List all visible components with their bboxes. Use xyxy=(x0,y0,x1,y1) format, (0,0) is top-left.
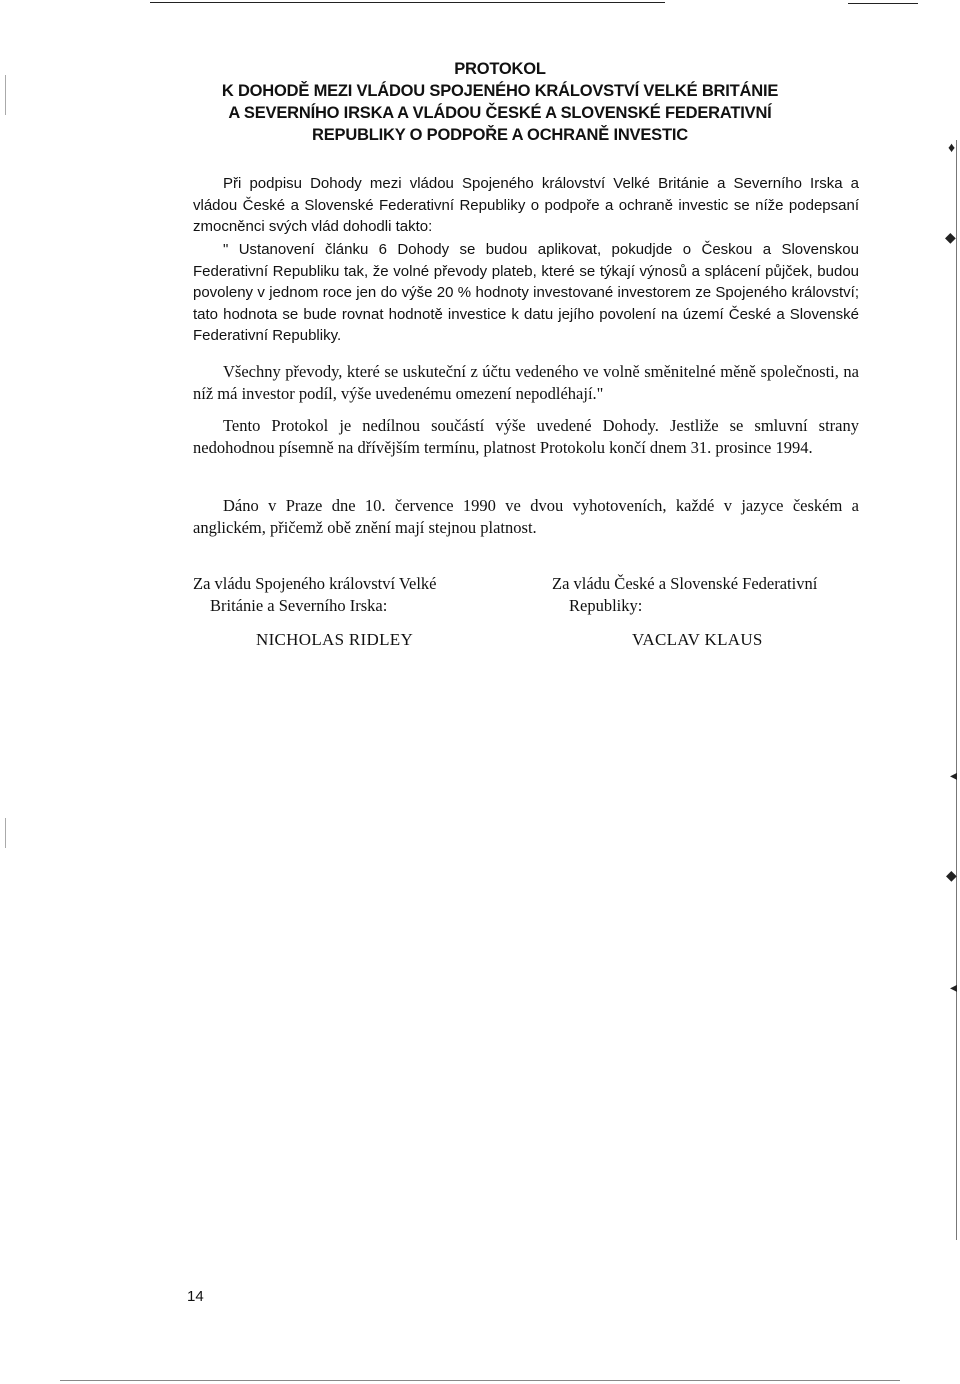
scan-mark: ◆ xyxy=(946,869,957,884)
scan-mark: ◂ xyxy=(950,981,958,996)
intro-paragraph: Při podpisu Dohody mezi vládou Spojeného království Velké Británie a Severního Irska a vládou České a Slovenské Federativní Republiky o podpoře a ochraně investic se níže podepsaní zmocněnci svých vlád dohodli takto: xyxy=(193,175,859,235)
done-paragraph: Dáno v Praze dne 10. července 1990 ve dvou vyhotoveních, každé v jazyce českém a anglickém, přičemž obě znění mají stejnou platnost. xyxy=(193,496,859,537)
signatory-name-left: NICHOLAS RIDLEY xyxy=(256,630,414,649)
scan-left-edge xyxy=(5,75,6,115)
scan-top-rule xyxy=(150,2,665,3)
document-title xyxy=(160,58,840,146)
signature-line: Za vládu České a Slovenské Federativní xyxy=(552,574,818,593)
title-line: PROTOKOL xyxy=(454,60,546,78)
title-line: REPUBLIKY O PODPOŘE A OCHRANĚ INVESTIC xyxy=(312,126,688,144)
signature-block-left xyxy=(193,573,513,616)
signature-block-right xyxy=(552,573,872,616)
scan-bottom-rule xyxy=(60,1380,900,1381)
scan-left-edge xyxy=(5,818,6,848)
protocol-paragraph: Tento Protokol je nedílnou součástí výše uvedené Dohody. Jestliže se smluvní strany nedohodnou písemně na dřívějším termínu, platnost Protokolu končí dnem 31. prosince 1994. xyxy=(193,416,859,457)
scan-top-rule-right xyxy=(848,3,918,4)
signature-line: Republiky: xyxy=(569,595,643,615)
transfers-paragraph: Všechny převody, které se uskuteční z účtu vedeného ve volně směnitelné měně společnosti, na níž má investor podíl, výše uvedenému omezení nepodléhají." xyxy=(193,362,859,403)
page-number: 14 xyxy=(187,1288,204,1305)
title-line: K DOHODĚ MEZI VLÁDOU SPOJENÉHO KRÁLOVSTVÍ VELKÉ BRITÁNIE xyxy=(221,82,779,100)
signatory-name-right: VACLAV KLAUS xyxy=(632,630,763,649)
quote-paragraph: " Ustanovení článku 6 Dohody se budou aplikovat, pokudjde o Českou a Slovenskou Federativní Republiku tak, že volné převody plateb, které se týkají výnosů a splácení půjček, budou povoleny v jednom roce jen do výše 20 % hodnoty investované investorem ze Spojeného království; tato hodnota se bude rovnat hodnotě investice k datu jejího povolení na území České a Slovenské Federativní Republiky. xyxy=(193,241,859,344)
scan-mark: ♦ xyxy=(948,141,956,156)
signature-line: Za vládu Spojeného království Velké xyxy=(193,574,437,593)
scan-right-edge xyxy=(956,140,957,1240)
scan-mark: ◆ xyxy=(945,231,956,246)
signature-line: Británie a Severního Irska: xyxy=(210,595,388,615)
title-line: A SEVERNÍHO IRSKA A VLÁDOU ČESKÉ A SLOVENSKÉ FEDERATIVNÍ xyxy=(228,104,772,122)
scan-mark: ◂ xyxy=(950,769,958,784)
